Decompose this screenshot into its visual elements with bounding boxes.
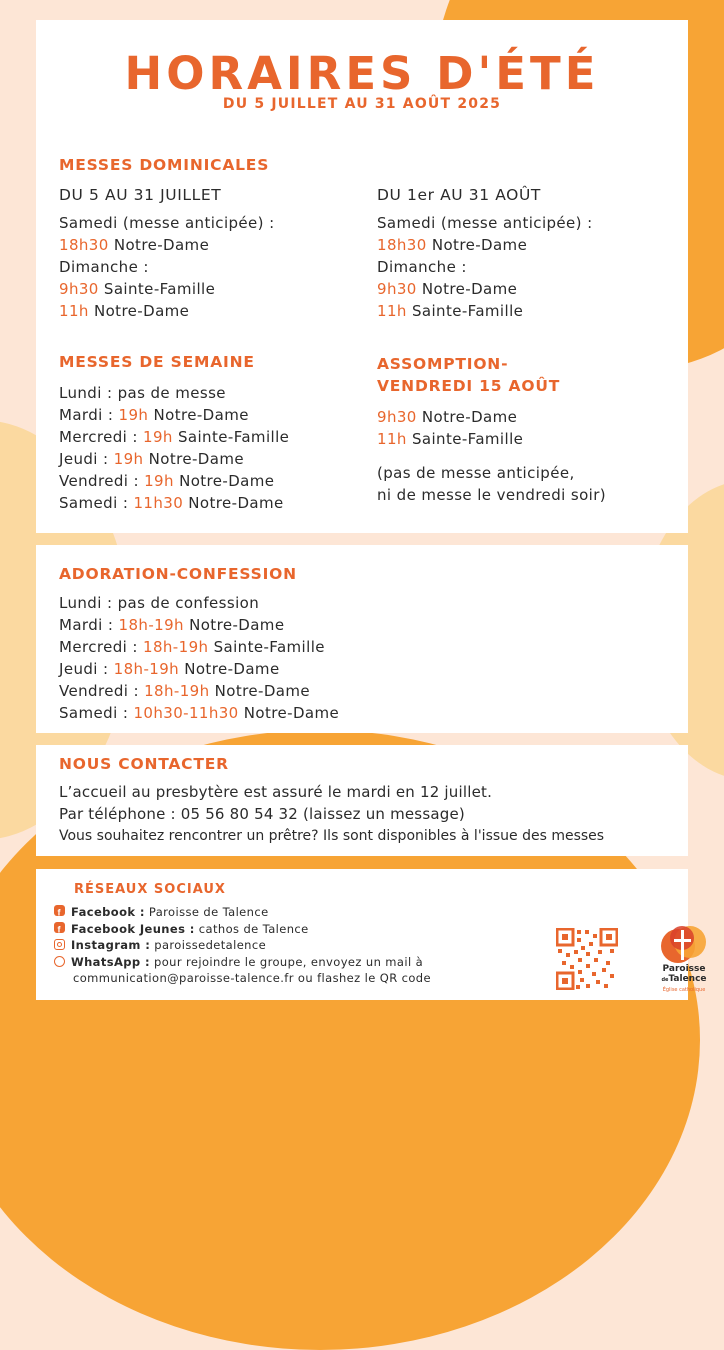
contact-line-3: Vous souhaitez rencontrer un prêtre? Ils sont disponibles à l'issue des messes <box>59 828 605 844</box>
social-list <box>54 904 431 987</box>
confession-place: pas de confession <box>117 594 260 612</box>
separator: : <box>128 472 145 490</box>
day-label: Mercredi <box>59 428 128 446</box>
mass-place: Notre-Dame <box>88 302 190 320</box>
contact-line-1: L’accueil au presbytère est assuré le mardi en 12 juillet. <box>59 783 493 801</box>
mass-time: 19h <box>143 428 173 446</box>
logo-prefix: de <box>661 977 669 983</box>
social-label: Facebook : <box>71 905 145 919</box>
semaine-row <box>59 470 289 492</box>
note: (messe anticipée) : <box>435 214 593 232</box>
adoration-row <box>59 658 339 680</box>
confession-place: Notre-Dame <box>238 704 340 722</box>
aout-title: DU 1er AU 31 AOÛT <box>377 186 541 204</box>
separator: : <box>102 406 119 424</box>
mass-place: Notre-Dame <box>143 450 244 468</box>
social-item-instagram[interactable] <box>54 937 431 954</box>
qr-code-icon[interactable] <box>556 928 618 990</box>
day-label: Jeudi <box>59 660 98 678</box>
mass-place: Sainte-Famille <box>98 280 216 298</box>
assomption-note-2: ni de messe le vendredi soir) <box>377 486 607 504</box>
social-card <box>36 869 707 1000</box>
mass-place: Notre-Dame <box>426 236 528 254</box>
mass-time: 19h <box>118 406 149 424</box>
aout-dimanche-label: Dimanche : <box>377 258 467 276</box>
mass-place: Sainte-Famille <box>406 430 524 448</box>
section-heading-semaine: MESSES DE SEMAINE <box>59 353 255 371</box>
mass-place: Sainte-Famille <box>406 302 524 320</box>
semaine-list <box>59 382 289 514</box>
juillet-samedi-line <box>59 212 275 234</box>
mass-place: pas de messe <box>117 384 226 402</box>
confession-place: Notre-Dame <box>209 682 311 700</box>
confession-time: 18h-19h <box>113 660 180 678</box>
confession-place: Notre-Dame <box>179 660 280 678</box>
adoration-row <box>59 636 339 658</box>
mass-place: Notre-Dame <box>416 408 518 426</box>
adoration-row <box>59 614 339 636</box>
assomption-heading-line-1: ASSOMPTION- <box>377 355 509 373</box>
separator: : <box>97 660 114 678</box>
facebook-icon <box>54 905 65 916</box>
page-title: HORAIRES D'ÉTÉ <box>124 47 600 100</box>
social-label: Facebook Jeunes : <box>71 921 195 936</box>
adoration-list <box>59 592 339 724</box>
aout-dimanche-mass-1 <box>377 278 593 300</box>
mass-place: Notre-Dame <box>173 472 275 490</box>
note: (messe anticipée) : <box>117 214 275 232</box>
day-label: Vendredi <box>59 472 129 490</box>
mass-place: Notre-Dame <box>183 494 284 512</box>
section-heading-contact: NOUS CONTACTER <box>59 755 229 773</box>
social-email-line[interactable]: communication@paroisse-talence.fr ou flashez le QR code <box>73 971 431 985</box>
social-item-whatsapp[interactable] <box>54 954 431 971</box>
social-item-facebook[interactable] <box>54 904 431 921</box>
day-label: Jeudi <box>59 450 98 468</box>
instagram-icon <box>54 939 65 950</box>
day-label: Lundi <box>59 594 102 612</box>
mass-time: 11h <box>59 302 89 320</box>
logo-line-2-wrap <box>656 974 712 985</box>
mass-time: 9h30 <box>377 408 417 426</box>
mass-place: Sainte-Famille <box>172 428 290 446</box>
mass-place: Notre-Dame <box>416 280 518 298</box>
assomption-list <box>377 406 606 506</box>
mass-time: 19h <box>113 450 144 468</box>
adoration-row <box>59 592 339 614</box>
confession-time: 10h30-11h30 <box>133 704 239 722</box>
logo-text <box>656 964 712 995</box>
juillet-dimanche-mass-1 <box>59 278 275 300</box>
juillet-dimanche-mass-2 <box>59 300 275 322</box>
day-label: Lundi <box>59 384 102 402</box>
separator: : <box>97 450 114 468</box>
separator: : <box>102 616 119 634</box>
day-label: Mardi <box>59 616 103 634</box>
adoration-card <box>36 545 688 733</box>
logo-emblem-icon <box>660 924 708 964</box>
separator: : <box>117 704 134 722</box>
day-label: Samedi <box>59 704 118 722</box>
confession-place: Sainte-Famille <box>208 638 325 656</box>
assomption-mass-1 <box>377 406 606 428</box>
social-value: cathos de Talence <box>194 921 309 936</box>
confession-time: 18h-19h <box>143 638 209 656</box>
separator: : <box>127 428 144 446</box>
adoration-row <box>59 680 339 702</box>
confession-time: 18h-19h <box>118 616 184 634</box>
day-label: Samedi <box>59 214 118 232</box>
social-label: WhatsApp : <box>71 954 150 969</box>
separator: : <box>128 682 145 700</box>
assomption-note-1: (pas de messe anticipée, <box>377 464 575 482</box>
assomption-mass-2 <box>377 428 606 450</box>
semaine-row <box>59 448 289 470</box>
juillet-dimanche-label: Dimanche : <box>59 258 149 276</box>
semaine-row <box>59 404 289 426</box>
aout-dimanche-mass-2 <box>377 300 593 322</box>
contact-line-2: Par téléphone : 05 56 80 54 32 (laissez un message) <box>59 805 465 823</box>
aout-column <box>377 186 593 322</box>
mass-time: 18h30 <box>377 236 427 254</box>
day-label: Mercredi <box>59 638 128 656</box>
semaine-row <box>59 426 289 448</box>
mass-place: Notre-Dame <box>108 236 210 254</box>
assomption-heading-line-2: VENDREDI 15 AOÛT <box>377 377 561 395</box>
confession-place: Notre-Dame <box>183 616 285 634</box>
paroisse-logo <box>656 924 712 996</box>
day-label: Samedi <box>377 214 436 232</box>
social-value: Paroisse de Talence <box>144 905 269 919</box>
logo-line-2: Talence <box>668 974 707 984</box>
mass-time: 18h30 <box>59 236 109 254</box>
mass-time: 11h <box>377 430 407 448</box>
facebook-icon <box>54 922 65 933</box>
separator: : <box>117 494 134 512</box>
separator: : <box>127 638 144 656</box>
adoration-row <box>59 702 339 724</box>
contact-card <box>36 745 688 856</box>
whatsapp-icon <box>54 956 65 967</box>
logo-tagline: Église catholique <box>662 987 706 993</box>
section-heading-dominicales: MESSES DOMINICALES <box>59 156 270 174</box>
aout-samedi-line <box>377 212 593 234</box>
day-label: Samedi <box>59 494 118 512</box>
main-schedule-card <box>36 20 688 533</box>
page-subtitle: DU 5 JUILLET AU 31 AOÛT 2025 <box>222 96 502 112</box>
social-value: pour rejoindre le groupe, envoyez un mail à <box>149 954 424 969</box>
confession-time: 18h-19h <box>144 682 210 700</box>
mass-time: 11h30 <box>133 494 184 512</box>
social-item-facebook-jeunes[interactable] <box>54 921 431 938</box>
day-label: Mardi <box>59 406 103 424</box>
mass-place: Notre-Dame <box>148 406 249 424</box>
juillet-title: DU 5 AU 31 JUILLET <box>59 186 222 204</box>
separator: : <box>101 384 118 402</box>
aout-samedi-mass <box>377 234 593 256</box>
social-label: Instagram : <box>71 938 151 952</box>
mass-time: 19h <box>144 472 174 490</box>
juillet-samedi-mass <box>59 234 275 256</box>
juillet-column <box>59 186 275 322</box>
day-label: Vendredi <box>59 682 129 700</box>
social-value: paroissedetalence <box>150 938 267 952</box>
mass-time: 9h30 <box>59 280 99 298</box>
mass-time: 9h30 <box>377 280 417 298</box>
section-heading-social: RÉSEAUX SOCIAUX <box>74 882 226 897</box>
contact-text <box>59 781 604 847</box>
logo-line-1: Paroisse <box>662 964 706 974</box>
section-heading-assomption <box>377 353 560 397</box>
separator: : <box>101 594 118 612</box>
semaine-row <box>59 492 289 514</box>
svg-text:f: f <box>57 924 61 934</box>
mass-time: 11h <box>377 302 407 320</box>
semaine-row <box>59 382 289 404</box>
section-heading-adoration: ADORATION-CONFESSION <box>59 565 297 583</box>
svg-text:f: f <box>57 907 61 917</box>
